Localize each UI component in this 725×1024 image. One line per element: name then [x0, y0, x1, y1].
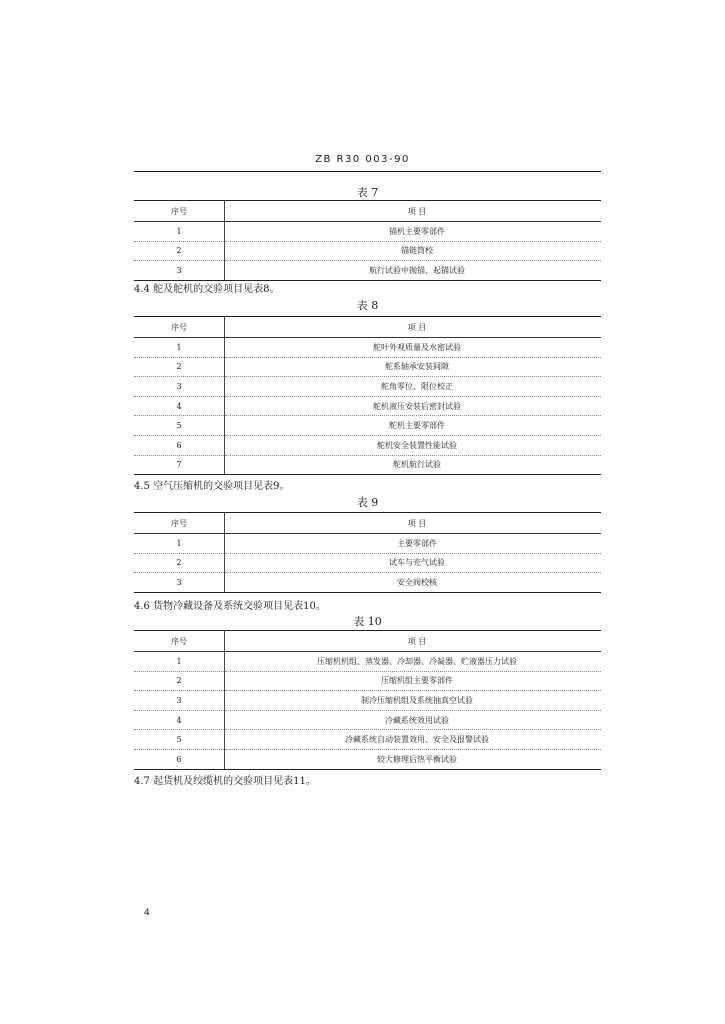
- section-4-5: 4.5 空气压缩机的交验项目见表9。: [134, 481, 290, 492]
- section-4-7: 4.7 起货机及绞缆机的交验项目见表11。: [134, 776, 316, 787]
- row-item: 舵机液压安装后密封试验: [225, 396, 602, 416]
- row-item: 航行试验中抛锚、起锚试验: [225, 261, 602, 281]
- table-10-caption: 表 10: [353, 615, 382, 628]
- table-row: [134, 416, 601, 436]
- section-4-6: 4.6 货物冷藏设备及系统交验项目见表10。: [134, 601, 326, 612]
- row-item: 较大修理后热平衡试验: [225, 749, 602, 769]
- row-item: 压缩机组主要零部件: [225, 671, 602, 691]
- table-row: [134, 652, 601, 672]
- table-row: [134, 573, 601, 593]
- table-row: [134, 455, 601, 475]
- row-item: 锚链筒校: [225, 241, 602, 261]
- row-index: 4: [134, 396, 225, 416]
- table-row: [134, 377, 601, 397]
- table-7-col-index: 序号: [134, 201, 225, 222]
- row-item: 锚机主要零部件: [225, 222, 602, 242]
- row-index: 1: [134, 338, 225, 358]
- row-index: 1: [134, 652, 225, 672]
- table-row: [134, 338, 601, 358]
- row-item: 舵机主要零部件: [225, 416, 602, 436]
- table-row: [134, 435, 601, 455]
- header-rule: [134, 171, 601, 172]
- row-index: 3: [134, 377, 225, 397]
- section-4-4: 4.4 舵及舵机的交验项目见表8。: [134, 284, 280, 295]
- document-header: ZB R30 003-90: [315, 154, 410, 165]
- row-index: 4: [134, 710, 225, 730]
- row-item: 压缩机机组、蒸发器、冷却器、冷凝器、贮液器压力试验: [225, 652, 602, 672]
- table-row: [134, 691, 601, 711]
- row-item: 冷藏系统自动装置效用、安全及报警试验: [225, 730, 602, 750]
- table-row: [134, 261, 601, 281]
- table-8-col-item: 项 目: [225, 317, 602, 338]
- table-row: [134, 534, 601, 554]
- table-7-col-item: 项 目: [225, 201, 602, 222]
- row-index: 1: [134, 222, 225, 242]
- row-item: 舵机安全装置性能试验: [225, 435, 602, 455]
- table-9-col-index: 序号: [134, 513, 225, 534]
- row-index: 6: [134, 749, 225, 769]
- row-index: 3: [134, 691, 225, 711]
- table-10: [134, 630, 601, 770]
- row-item: 舵系轴承安装间隙: [225, 357, 602, 377]
- row-item: 安全阀校核: [225, 573, 602, 593]
- table-row: [134, 357, 601, 377]
- table-10-col-item: 项 目: [225, 631, 602, 652]
- row-index: 7: [134, 455, 225, 475]
- table-row: [134, 749, 601, 769]
- row-index: 1: [134, 534, 225, 554]
- row-index: 2: [134, 671, 225, 691]
- row-index: 5: [134, 730, 225, 750]
- table-8-col-index: 序号: [134, 317, 225, 338]
- row-item: 冷藏系统效用试验: [225, 710, 602, 730]
- row-item: 试车与充气试验: [225, 553, 602, 573]
- table-row: [134, 710, 601, 730]
- table-8-caption: 表 8: [356, 299, 379, 312]
- row-item: 舵角零位、限位校正: [225, 377, 602, 397]
- table-9: [134, 512, 601, 593]
- page-number: 4: [144, 908, 150, 918]
- row-index: 2: [134, 241, 225, 261]
- table-7-caption: 表 7: [356, 186, 379, 199]
- row-item: 舵叶外观质量及水密试验: [225, 338, 602, 358]
- row-index: 5: [134, 416, 225, 436]
- table-row: [134, 241, 601, 261]
- table-9-caption: 表 9: [356, 496, 379, 509]
- row-index: 6: [134, 435, 225, 455]
- table-row: [134, 222, 601, 242]
- table-8: [134, 316, 601, 475]
- row-item: 制冷压缩机组及系统抽真空试验: [225, 691, 602, 711]
- row-item: 主要零部件: [225, 534, 602, 554]
- row-item: 舵机航行试验: [225, 455, 602, 475]
- row-index: 3: [134, 573, 225, 593]
- table-row: [134, 553, 601, 573]
- row-index: 2: [134, 553, 225, 573]
- table-9-col-item: 项 目: [225, 513, 602, 534]
- table-row: [134, 730, 601, 750]
- table-7: [134, 200, 601, 281]
- table-row: [134, 396, 601, 416]
- table-10-col-index: 序号: [134, 631, 225, 652]
- row-index: 3: [134, 261, 225, 281]
- row-index: 2: [134, 357, 225, 377]
- table-row: [134, 671, 601, 691]
